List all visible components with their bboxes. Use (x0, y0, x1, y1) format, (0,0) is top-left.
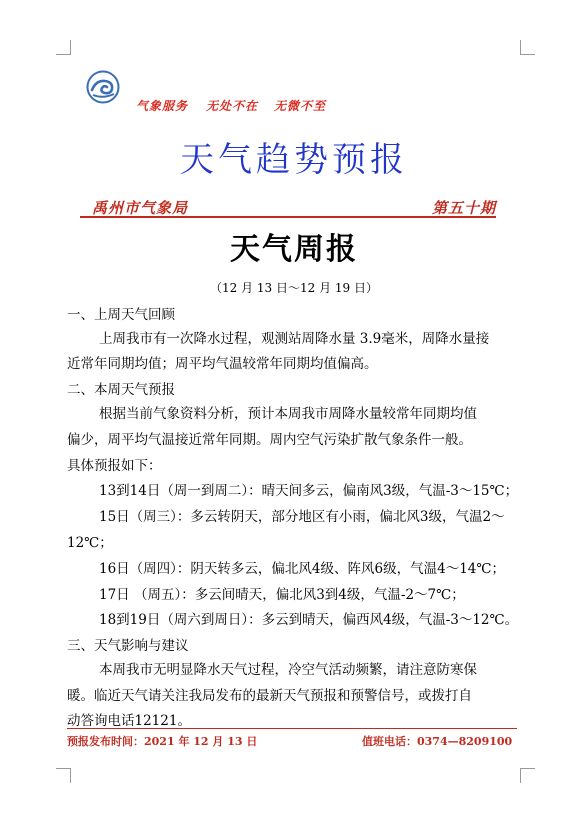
section-heading-review: 一、上周天气回顾 (67, 307, 175, 323)
release-time: 预报发布时间：2021 年 12 月 13 日 (67, 735, 258, 748)
slogan-1: 气象服务 (136, 99, 189, 113)
issue-number: 第五十期 (432, 199, 497, 217)
body-line: 根据当前气象资料分析，预计本周我市周降水量较常年同期均值 (99, 406, 477, 422)
duty-phone: 值班电话：0374—8209100 (362, 735, 513, 748)
header-divider (80, 216, 496, 218)
footer-divider (67, 728, 517, 729)
body-line: 偏少，周平均气温接近常年同期。周内空气污染扩散气象条件一般。 (67, 432, 472, 448)
weather-logo-icon (86, 70, 120, 104)
crop-mark-bottom-left (56, 768, 71, 783)
body-line: 近常年同期均值；周平均气温较常年同期均值偏高。 (67, 356, 378, 372)
crop-mark-top-right (520, 40, 535, 55)
date-range: （12 月 13 日～12 月 19 日） (210, 281, 378, 295)
body-line: 具体预报如下： (67, 458, 162, 474)
organization-name: 禹州市气象局 (92, 199, 189, 217)
body-line: 动答询电话12121。 (67, 713, 191, 729)
crop-mark-bottom-right (520, 768, 535, 783)
main-title: 天气趋势预报 (180, 140, 408, 180)
forecast-line: 15日（周三）：多云转阴天，部分地区有小雨，偏北风3级，气温2～ (99, 509, 505, 525)
forecast-line: 16日（周四）：阴天转多云，偏北风4级、阵风6级，气温4～14℃； (99, 561, 505, 577)
forecast-line: 18到19日（周六到周日）：多云到晴天，偏西风4级，气温-3～12℃。 (99, 612, 519, 628)
slogan-3: 无微不至 (274, 99, 327, 113)
forecast-line: 13到14日（周一到周二）：晴天间多云，偏南风3级，气温-3～15℃； (99, 483, 519, 499)
body-line: 本周我市无明显降水天气过程，冷空气活动频繁，请注意防寒保 (99, 662, 477, 678)
crop-mark-top-left (56, 40, 71, 55)
section-heading-forecast: 二、本周天气预报 (67, 382, 175, 398)
forecast-line: 12℃； (67, 535, 113, 551)
report-title: 天气周报 (230, 232, 358, 267)
slogan-2: 无处不在 (206, 99, 259, 113)
section-heading-advice: 三、天气影响与建议 (67, 638, 189, 654)
body-line: 上周我市有一次降水过程，观测站周降水量 3.9毫米，周降水量接 (99, 331, 490, 347)
forecast-line: 17日 （周五）：多云间晴天，偏北风3到4级，气温-2～7℃； (99, 587, 465, 603)
body-line: 暖。临近天气请关注我局发布的最新天气预报和预警信号，或拨打自 (67, 688, 472, 704)
